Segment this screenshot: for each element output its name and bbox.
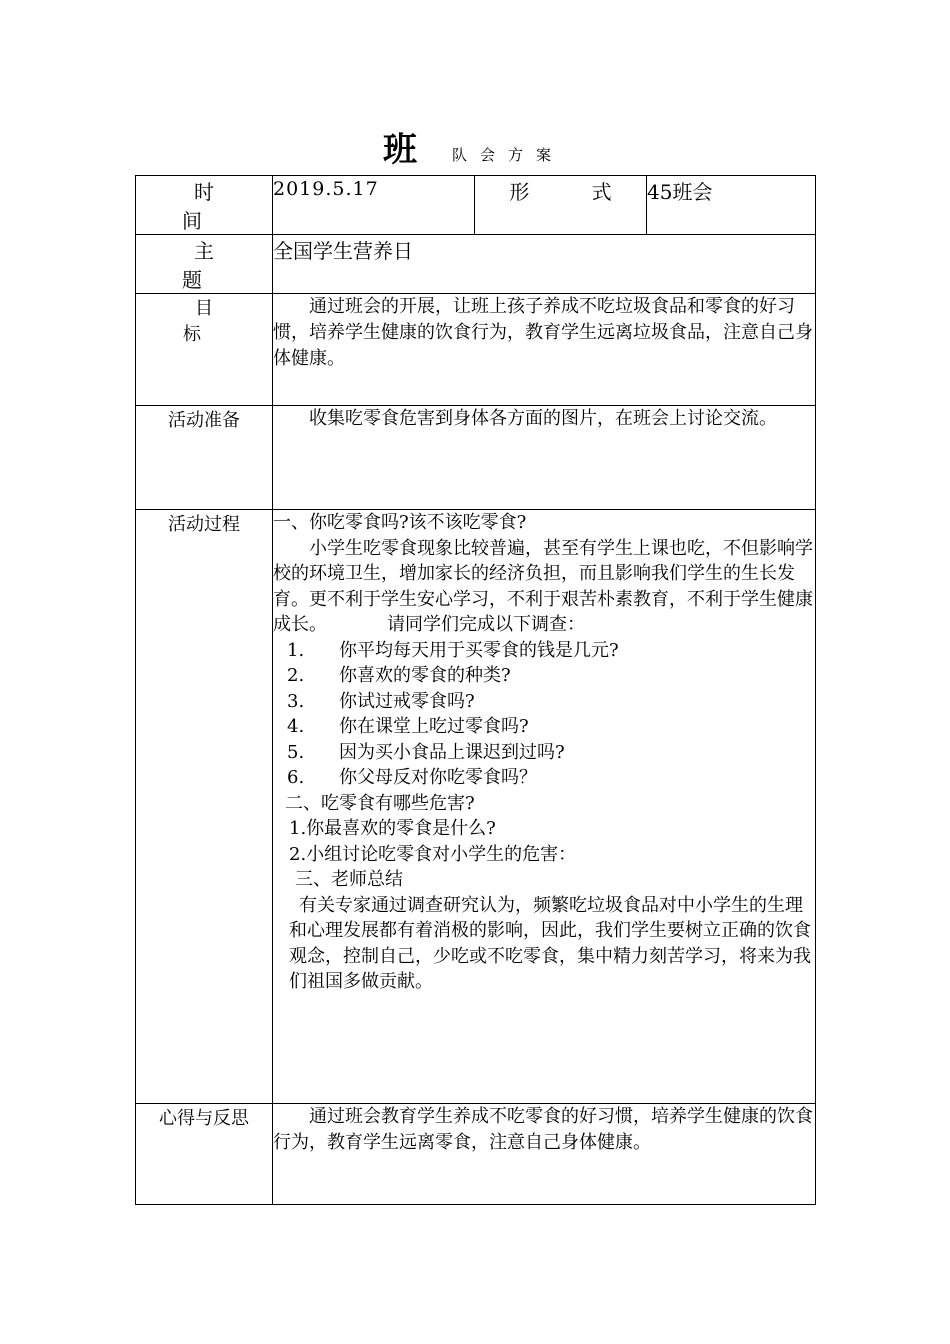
topic-value: 全国学生营养日 — [273, 235, 816, 294]
section1-text: 小学生吃零食现象比较普遍，甚至有学生上课也吃，不但影响学校的环境卫生，增加家长的经济负担，而且影响我们学生的生长发育。更不利于学生安心学习，不利于艰苦朴素教育，不利于学生健康成长。 — [273, 537, 813, 635]
section3-title: 三、老师总结 — [295, 869, 403, 890]
section2-title: 二、吃零食有哪些危害? — [285, 792, 475, 814]
section1-title: 一、你吃零食吗?该不该吃零食? — [273, 512, 527, 533]
section3-text: 有关专家通过调查研究认为，频繁吃垃圾食品对中小学生的生理和心理发展都有着消极的影响，因此，我们学生要树立正确的饮食观念，控制自己，少吃或不吃零食，集中精力刻苦学习，将来为我们祖国多做贡献。 — [289, 894, 811, 992]
section2-item: 2.小组讨论吃零食对小学生的危害： — [289, 843, 577, 865]
title-sub: 队会方案 — [452, 146, 565, 164]
section2-item: 1.你最喜欢的零食是什么? — [289, 818, 496, 839]
survey-item: 3. 你试过戒零食吗? — [287, 690, 475, 712]
survey-item: 4. 你在课堂上吃过零食吗? — [287, 716, 529, 737]
process-cell — [273, 510, 816, 1104]
prep-text: 收集吃零食危害到身体各方面的图片，在班会上讨论交流。 — [309, 408, 777, 429]
row-process — [136, 510, 816, 1104]
prep-label: 活动准备 — [136, 406, 273, 510]
goal-text: 通过班会的开展，让班上孩子养成不吃垃圾食品和零食的好习惯，培养学生健康的饮食行为，教育学生远离垃圾食品，注意自己身体健康。 — [273, 296, 813, 369]
survey-item: 5. 因为买小食品上课迟到过吗? — [287, 741, 565, 763]
reflect-cell — [273, 1104, 816, 1205]
prep-cell — [273, 406, 816, 510]
survey-intro: 请同学们完成以下调查： — [387, 614, 585, 635]
title-main: 班 — [383, 130, 417, 170]
row-reflect — [136, 1104, 816, 1205]
reflect-text: 通过班会教育学生养成不吃零食的好习惯，培养学生健康的饮食行为，教育学生远离零食，注意自己身体健康。 — [273, 1106, 813, 1153]
survey-item: 6. 你父母反对你吃零食吗？ — [287, 767, 537, 788]
row-time — [136, 176, 816, 235]
topic-label: 主 题 — [136, 235, 273, 294]
section1-paragraph — [273, 536, 815, 638]
row-topic — [136, 235, 816, 294]
process-label: 活动过程 — [136, 510, 273, 1104]
reflect-label: 心得与反思 — [136, 1104, 273, 1205]
document-title — [0, 128, 950, 172]
row-prep — [136, 406, 816, 510]
goal-cell — [273, 294, 816, 406]
plan-table — [135, 175, 816, 1205]
form-value: 45班会 — [647, 176, 816, 235]
survey-item: 2. 你喜欢的零食的种类? — [287, 665, 511, 686]
time-value: 2019.5.17 — [273, 176, 475, 235]
form-label: 形 式 — [475, 176, 647, 235]
survey-item: 1. 你平均每天用于买零食的钱是几元? — [287, 639, 619, 661]
time-label: 时 间 — [136, 176, 273, 235]
goal-label: 目 标 — [136, 294, 273, 406]
row-goal — [136, 294, 816, 406]
